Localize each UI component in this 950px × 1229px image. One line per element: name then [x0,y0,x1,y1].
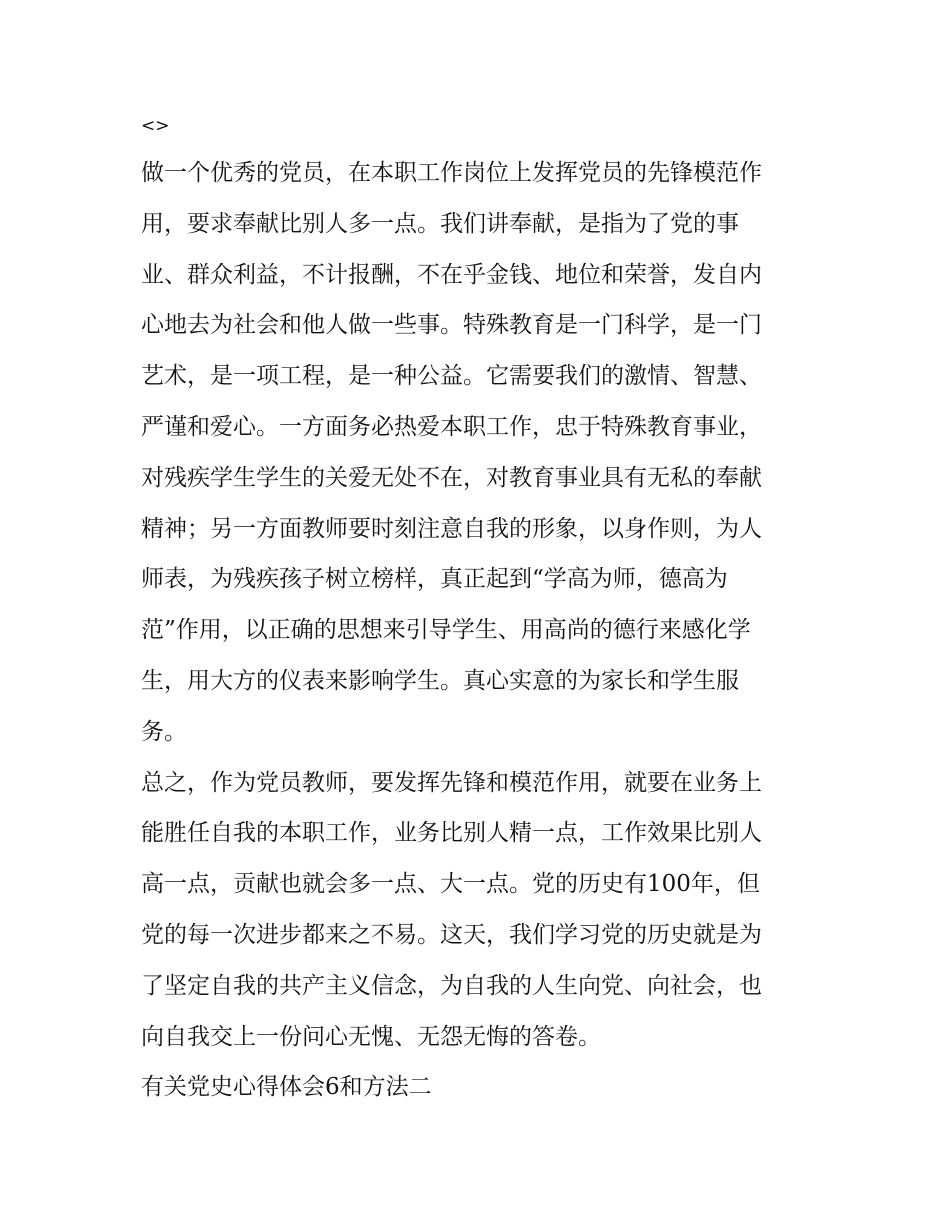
section-heading: 有关党史心得体会6和方法二 [141,1074,432,1101]
text-line: 总之，作为党员教师，要发挥先锋和模范作用，就要在业务上 [141,769,762,796]
text-line: 做一个优秀的党员，在本职工作岗位上发挥党员的先锋模范作 [141,160,762,186]
page-marker: <> [141,116,170,136]
text-line: 精神；另一方面教师要时刻注意自我的形象，以身作则，为人 [141,515,762,542]
body-text [141,153,821,1118]
text-line: 生，用大方的仪表来影响学生。真心实意的为家长和学生服 [141,667,739,694]
text-line: 用，要求奉献比别人多一点。我们讲奉献，是指为了党的事 [141,210,739,237]
text-line: 艺术，是一项工程，是一种公益。它需要我们的激情、智慧、 [141,363,762,390]
text-line: 严谨和爱心。一方面务必热爱本职工作，忠于特殊教育事业， [141,413,762,440]
text-line: 范”作用，以正确的思想来引导学生、用高尚的德行来感化学 [141,617,751,644]
text-line: 心地去为社会和他人做一些事。特殊教育是一门科学，是一门 [141,312,762,339]
text-line: 对残疾学生学生的关爱无处不在，对教育事业具有无私的奉献 [141,464,762,491]
text-line: 高一点，贡献也就会多一点、大一点。党的历史有100年，但 [141,871,760,898]
text-line: 党的每一次进步都来之不易。这天，我们学习党的历史就是为 [141,921,762,948]
text-line: 师表，为残疾孩子树立榜样，真正起到“学高为师，德高为 [141,566,728,593]
text-line: 务。 [141,718,187,745]
text-line: 能胜任自我的本职工作，业务比别人精一点，工作效果比别人 [141,820,762,847]
text-line: 了坚定自我的共产主义信念，为自我的人生向党、向社会，也 [141,972,762,999]
text-line: 业、群众利益，不计报酬，不在乎金钱、地位和荣誉，发自内 [141,261,762,288]
text-line: 向自我交上一份问心无愧、无怨无悔的答卷。 [141,1023,601,1050]
